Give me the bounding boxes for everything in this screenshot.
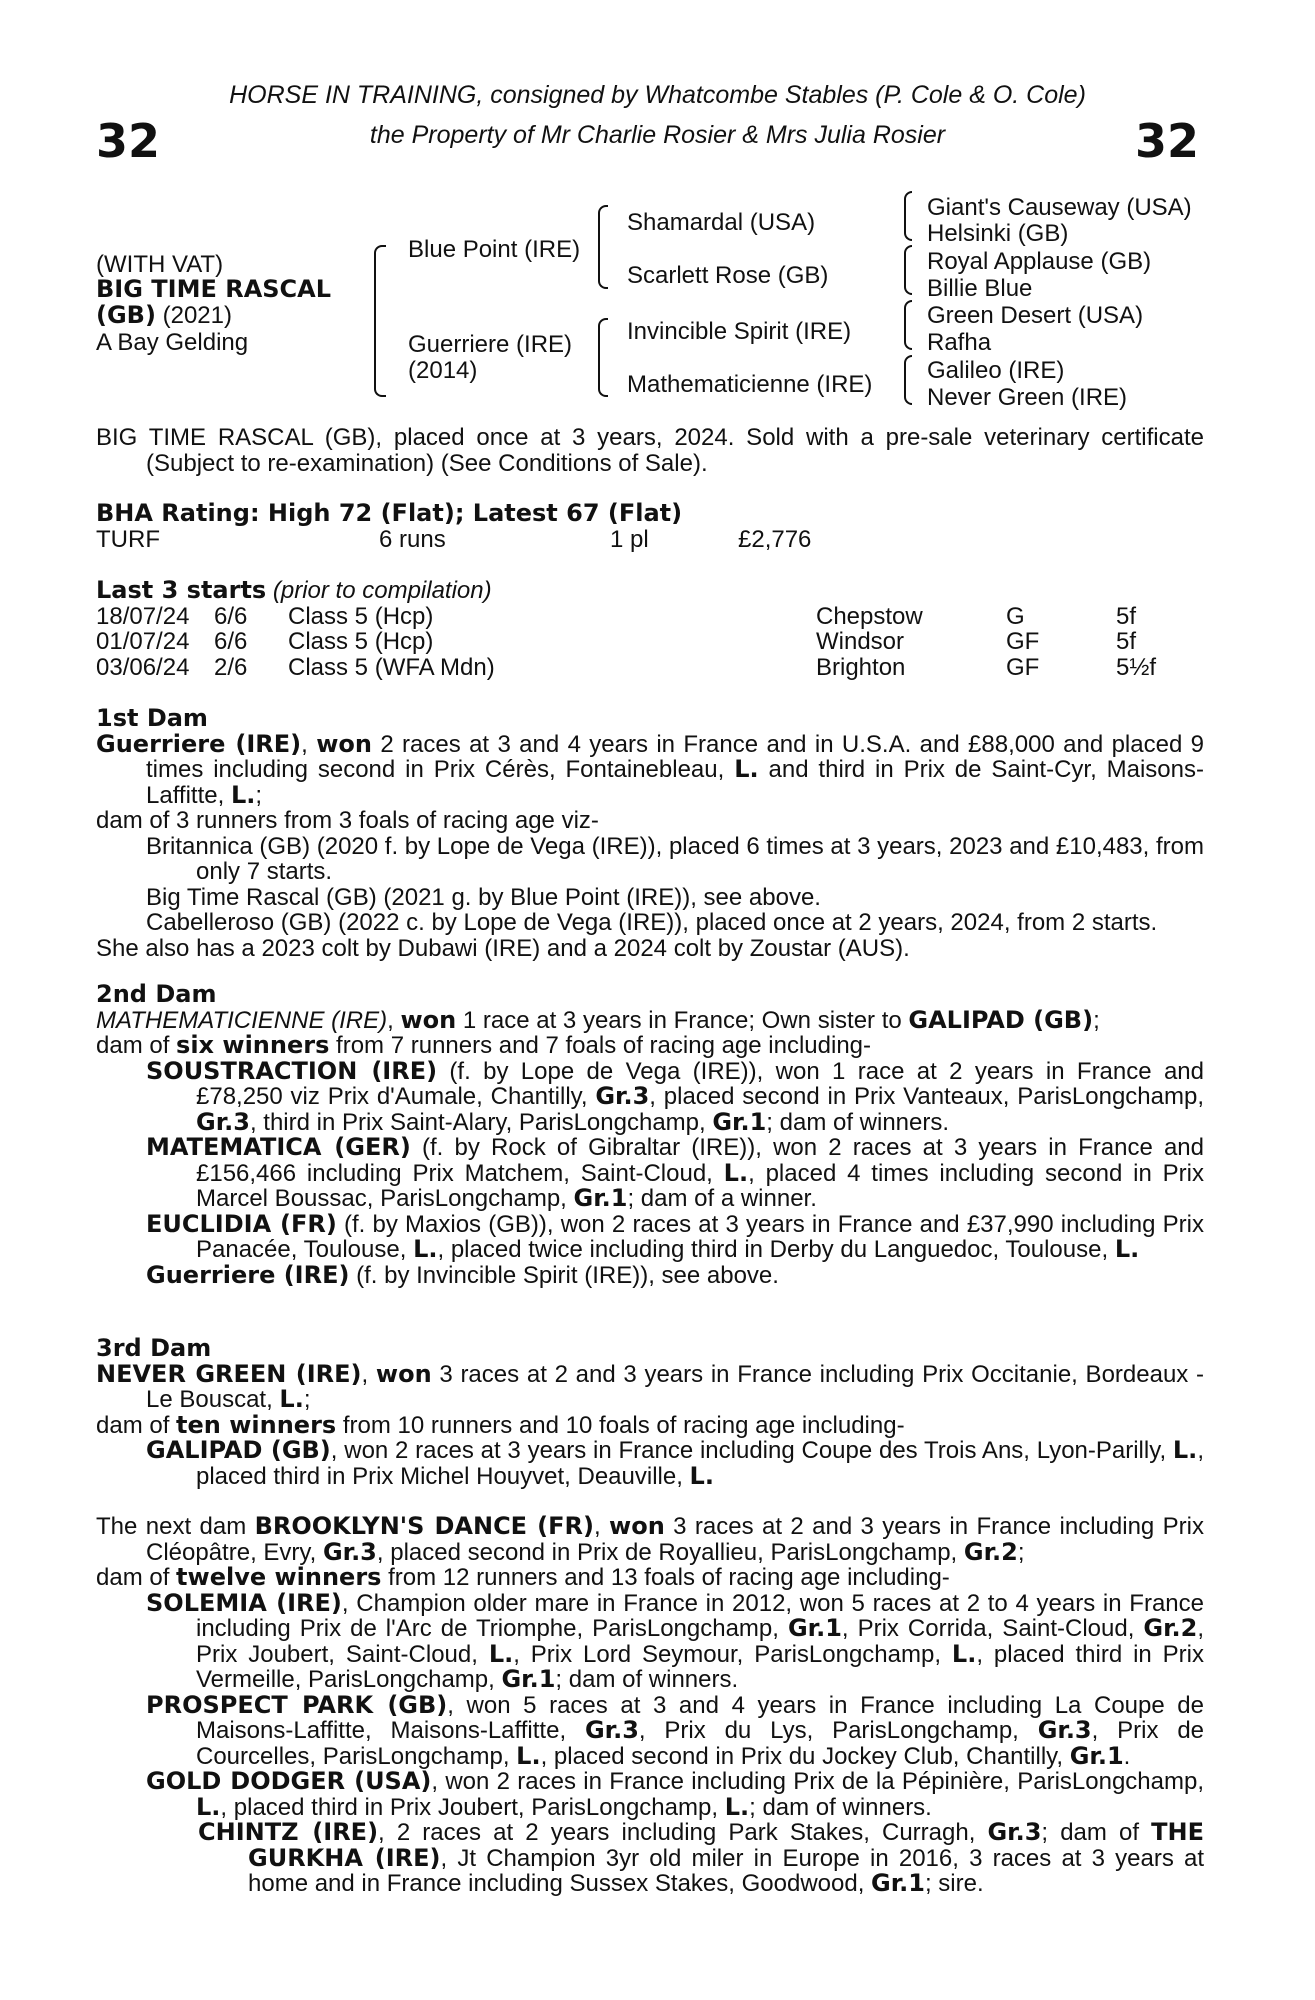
third-dam-section: [96, 1336, 1204, 1489]
second-dam-section: [96, 982, 1204, 1288]
produce-entry: SOUSTRACTION (IRE) (f. by Lope de Vega (IRE)), won 1 race at 2 years in France and £78,250 viz Prix d'Aumale, Chantilly, Gr.3, placed second in Prix Vanteaux, ParisLongchamp, Gr.3, third in Prix Saint-Alary, ParisLongchamp, Gr.1; dam of winners.: [146, 1056, 1205, 1136]
produce-intro: dam of 3 runners from 3 foals of racing age viz-: [96, 807, 599, 834]
produce-entry: GOLD DODGER (USA), won 2 races in France including Prix de la Pépinière, ParisLongchamp, L., placed third in Prix Joubert, ParisLongchamp, L.; dam of winners.: [146, 1767, 1204, 1821]
section-heading: 1st Dam: [96, 704, 208, 732]
pedigree-bracket-ds: [904, 300, 912, 350]
dam-record: NEVER GREEN (IRE), won 3 races at 2 and 3 years in France including Prix Occitanie, Bordeaux - Le Bouscat, L.;: [96, 1359, 1205, 1413]
last-starts-heading: Last 3 starts (prior to compilation): [96, 576, 492, 604]
horse-origin-year: (GB) (2021): [96, 301, 232, 329]
rating-section: [96, 501, 1204, 552]
sire-sire-dam: Helsinki (GB): [927, 220, 1069, 247]
produce-entry: Cabelleroso (GB) (2022 c. by Lope de Vega (IRE)), placed once at 2 years, 2024, from 2 starts.: [146, 909, 1158, 936]
turf-record: [96, 527, 1204, 553]
dam-sire-dam: Rafha: [927, 329, 992, 356]
dam-year: (2014): [408, 357, 478, 384]
section-heading: 3rd Dam: [96, 1334, 212, 1362]
produce-entry: SOLEMIA (IRE), Champion older mare in France in 2012, won 5 races at 2 to 4 years in France including Prix de l'Arc de Triomphe, ParisLongchamp, Gr.1, Prix Corrida, Saint-Cloud, Gr.2, Prix Joubert, Saint-Cloud, L., Prix Lord Seymour, ParisLongchamp, L., placed third in Prix Vermeille, ParisLongchamp, Gr.1; dam of winners.: [146, 1588, 1205, 1693]
produce-intro: dam of ten winners from 10 runners and 10 foals of racing age including-: [96, 1410, 905, 1439]
dam-sire: Invincible Spirit (IRE): [627, 318, 852, 345]
sire-name: Blue Point (IRE): [408, 236, 581, 263]
summary-section: [96, 425, 1204, 476]
sire-dam-dam: Billie Blue: [927, 275, 1033, 302]
earnings: £2,776: [738, 525, 812, 553]
last-starts-section: [96, 578, 1204, 680]
pedigree-bracket-sire: [598, 205, 608, 289]
vat-note: (WITH VAT): [96, 251, 224, 278]
pedigree-bracket-main: [374, 245, 386, 397]
produce-entry: EUCLIDIA (FR) (f. by Maxios (GB)), won 2 races at 3 years in France and £37,990 including Prix Panacée, Toulouse, L., placed twice including third in Derby du Languedoc, Toulouse, L.: [146, 1209, 1205, 1263]
horse-name: BIG TIME RASCAL: [96, 275, 332, 303]
start-row: 01/07/24 6/6 Class 5 (Hcp) Windsor GF 5f: [96, 628, 1137, 655]
produce-entry: Britannica (GB) (2020 f. by Lope de Vega (IRE)), placed 6 times at 3 years, 2023 and £10,483, from only 7 starts.: [146, 832, 1204, 885]
produce-entry: MATEMATICA (GER) (f. by Rock of Gibraltar (IRE)), won 2 races at 3 years in France and £156,466 including Prix Matchem, Saint-Cloud, L., placed 4 times including second in Prix Marcel Boussac, ParisLongchamp, Gr.1; dam of a winner.: [146, 1133, 1205, 1212]
section-heading: 2nd Dam: [96, 980, 217, 1008]
next-dam-section: [96, 1514, 1204, 1897]
dam-sire-sire: Green Desert (USA): [927, 302, 1144, 329]
start-row: 03/06/24 2/6 Class 5 (WFA Mdn) Brighton GF 5½f: [96, 653, 1157, 681]
bha-rating: BHA Rating: High 72 (Flat); Latest 67 (Flat): [96, 499, 683, 527]
first-dam-section: [96, 706, 1204, 961]
dam-dam-dam: Never Green (IRE): [927, 384, 1128, 411]
pedigree-bracket-sd: [904, 245, 912, 295]
sire-dam: Scarlett Rose (GB): [627, 262, 829, 289]
pedigree-bracket-ss: [904, 191, 912, 241]
summary-text: BIG TIME RASCAL (GB), placed once at 3 years, 2024. Sold with a pre-sale veterinary certificate (Subject to re-examination) (See Conditions of Sale).: [96, 424, 1204, 477]
dam-name: Guerriere (IRE): [408, 331, 573, 358]
dam-dam-sire: Galileo (IRE): [927, 357, 1065, 384]
runs: 6 runs: [379, 525, 446, 553]
produce-intro: dam of six winners from 7 runners and 7 foals of racing age including-: [96, 1031, 872, 1059]
dam-record: The next dam BROOKLYN'S DANCE (FR), won 3 races at 2 and 3 years in France including Prix Cléopâtre, Evry, Gr.3, placed second in Prix de Royallieu, ParisLongchamp, Gr.2;: [96, 1512, 1204, 1566]
placed: 1 pl: [610, 525, 649, 553]
sire-sire-sire: Giant's Causeway (USA): [927, 194, 1192, 221]
lot-number-left: 32: [96, 114, 161, 168]
property-line: the Property of Mr Charlie Rosier & Mrs Julia Rosier: [369, 121, 946, 149]
pedigree-bracket-dam: [598, 318, 608, 397]
sire-dam-sire: Royal Applause (GB): [927, 248, 1152, 275]
pedigree-bracket-dd: [904, 355, 912, 405]
produce-entry: Guerriere (IRE) (f. by Invincible Spirit (IRE)), see above.: [146, 1260, 779, 1289]
produce-entry: PROSPECT PARK (GB), won 5 races at 3 and 4 years in France including La Coupe de Maisons-Laffitte, Maisons-Laffitte, Gr.3, Prix du Lys, ParisLongchamp, Gr.3, Prix de Courcelles, ParisLongchamp, L., placed second in Prix du Jockey Club, Chantilly, Gr.1.: [146, 1690, 1205, 1770]
dam-dam: Mathematicienne (IRE): [627, 371, 873, 398]
consignor-line: HORSE IN TRAINING, consigned by Whatcombe Stables (P. Cole & O. Cole): [229, 81, 1086, 109]
dam-note: She also has a 2023 colt by Dubawi (IRE) and a 2024 colt by Zoustar (AUS).: [96, 934, 910, 962]
surface: TURF: [96, 525, 160, 553]
lot-number-right: 32: [1134, 114, 1199, 168]
sire-sire: Shamardal (USA): [627, 209, 816, 236]
dam-record: Guerriere (IRE), won 2 races at 3 and 4 years in France and in U.S.A. and £88,000 and placed 9 times including second in Prix Cérès, Fontainebleau, L. and third in Prix de Saint-Cyr, Maisons-Laffitte, L.;: [96, 729, 1204, 809]
horse-description: A Bay Gelding: [96, 329, 249, 356]
dam-record: MATHEMATICIENNE (IRE), won 1 race at 3 years in France; Own sister to GALIPAD (GB);: [96, 1005, 1100, 1034]
produce-intro: dam of twelve winners from 12 runners and 13 foals of racing age including-: [96, 1563, 950, 1591]
produce-entry: Big Time Rascal (GB) (2021 g. by Blue Point (IRE)), see above.: [146, 883, 821, 911]
start-row: 18/07/24 6/6 Class 5 (Hcp) Chepstow G 5f: [96, 602, 1137, 630]
produce-entry: GALIPAD (GB), won 2 races at 3 years in France including Coupe des Trois Ans, Lyon-Parilly, L., placed third in Prix Michel Houyvet, Deauville, L.: [146, 1436, 1204, 1490]
produce-entry: CHINTZ (IRE), 2 races at 2 years including Park Stakes, Curragh, Gr.3; dam of THE GURKHA (IRE), Jt Champion 3yr old miler in Europe in 2016, 3 races at 3 years at home and in France including Sussex Stakes, Goodwood, Gr.1; sire.: [198, 1818, 1205, 1897]
